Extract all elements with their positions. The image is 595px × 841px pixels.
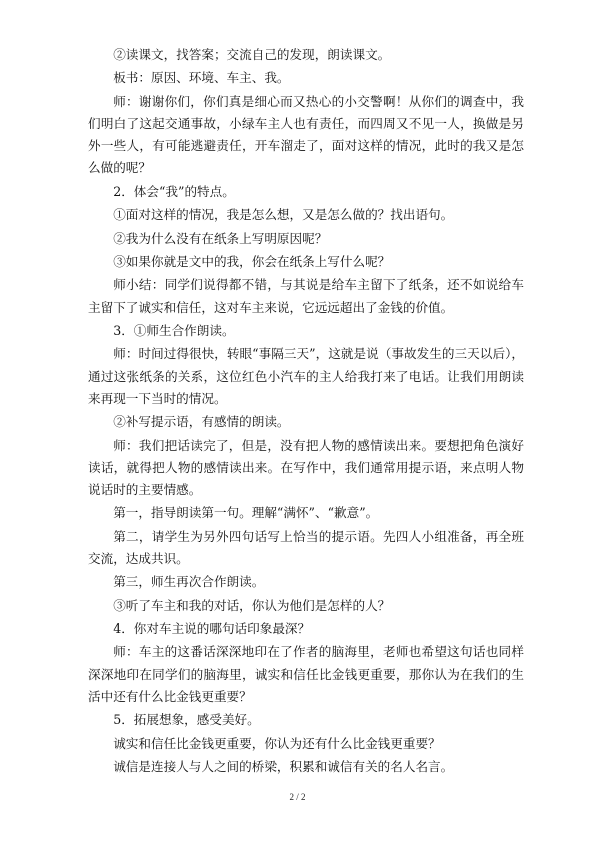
paragraph: ①面对这样的情况，我是怎么想，又是怎么做的？找出语句。 [113, 207, 454, 223]
page-number: 2 / 2 [289, 792, 306, 802]
paragraph: ③听了车主和我的对话，你认为他们是怎样的人？ [113, 597, 391, 613]
paragraph: 板书：原因、环境、车主、我。 [113, 70, 290, 86]
paragraph: 师：时间过得很快，转眼“事隔三天”，这就是说（事故发生的三天以后），通过这张纸条的关系，这位红色小汽车的主人给我打来了电话。让我们用朗读来再现一下当时的情况。 [88, 346, 524, 406]
paragraph: 师：车主的这番话深深地印在了作者的脑海里，老师也希望这句话也同样深深地印在同学们的脑海里，诚实和信任比金钱更重要，那你认为在我们的生活中还有什么比金钱更重要？ [88, 644, 524, 704]
paragraph: ③如果你就是文中的我，你会在纸条上写什么呢？ [113, 253, 391, 269]
paragraph: 第一，指导朗读第一句。理解“满怀”、“歉意”。 [113, 505, 379, 521]
paragraph: 师：我们把话读完了，但是，没有把人物的感情读出来。要想把角色演好读话，就得把人物的感情读出来。在写作中，我们通常用提示语，来点明人物说话时的主要情感。 [88, 437, 524, 497]
paragraph: 2．体会“我”的特点。 [113, 183, 235, 199]
paragraph: 第二，请学生为另外四句话写上恰当的提示语。先四人小组准备，再全班交流，达成共识。 [88, 528, 524, 566]
paragraph: ②我为什么没有在纸条上写明原因呢？ [113, 230, 328, 246]
document-body [88, 44, 524, 779]
paragraph: 师小结：同学们说得都不错，与其说是给车主留下了纸条，还不如说给车主留下了诚实和信任，这对车主来说，它远远超出了金钱的价值。 [88, 277, 524, 315]
paragraph: 第三，师生再次合作朗读。 [113, 574, 265, 590]
paragraph: 诚实和信任比金钱更重要，你认为还有什么比金钱更重要？ [113, 735, 441, 751]
paragraph: 师：谢谢你们，你们真是细心而又热心的小交警啊！从你们的调查中，我们明白了这起交通事故，小绿车主人也有责任，而四周又不见一人，换做是另外一些人，有可能逃避责任，开车溜走了，面对这样的情况，此时的我又是怎么做的呢？ [88, 93, 524, 176]
paragraph: ②读课文，找答案；交流自己的发现，朗读课文。 [113, 47, 391, 62]
paragraph: ②补写提示语，有感情的朗读。 [113, 414, 290, 430]
paragraph: 5．拓展想象，感受美好。 [113, 712, 260, 728]
paragraph: 3．①师生合作朗读。 [113, 322, 235, 338]
paragraph: 诚信是连接人与人之间的桥梁，积累和诚信有关的名人名言。 [113, 759, 454, 775]
paragraph: 4．你对车主说的哪句话印象最深？ [113, 621, 311, 637]
